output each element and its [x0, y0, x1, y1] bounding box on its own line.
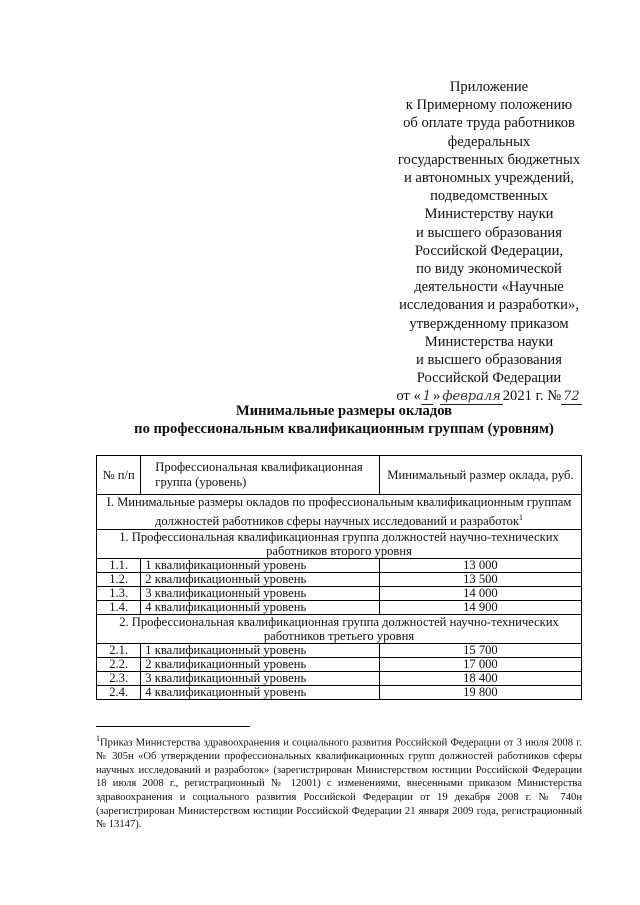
row-number: 1.3. [97, 587, 141, 601]
appendix-line: к Примерному положению [405, 97, 573, 114]
section-row [97, 495, 582, 530]
row-salary: 19 800 [379, 686, 581, 700]
appendix-header [380, 78, 598, 407]
table-row [97, 573, 582, 587]
footnote-ref: 1 [519, 513, 524, 522]
row-level: 4 квалификационный уровень [141, 601, 380, 615]
title-line-2: по профессиональным квалификационным группам (уровням) [134, 421, 554, 437]
appendix-line: Приложение [449, 79, 529, 95]
date-prefix: от « [396, 388, 421, 405]
table-row [97, 686, 582, 700]
table-row [97, 559, 582, 573]
row-number: 1.4. [97, 601, 141, 615]
row-number: 2.2. [97, 658, 141, 672]
appendix-line: и автономных учреждений, [403, 170, 575, 187]
appendix-line: государственных бюджетных [397, 151, 581, 168]
row-number: 2.3. [97, 672, 141, 686]
header-salary: Минимальный размер оклада, руб. [379, 456, 581, 495]
appendix-line: Российской Федерации, [414, 242, 564, 259]
handwritten-order-number: 72 [563, 389, 580, 405]
row-level: 3 квалификационный уровень [141, 672, 380, 686]
title-line-1: Минимальные размеры окладов [235, 403, 453, 419]
appendix-line: федеральных [447, 133, 531, 150]
appendix-line: подведомственных [430, 188, 548, 205]
footnote-text: Приказ Министерства здравоохранения и социального развития Российской Федерации от 3 июля 2008 г. № 305н «Об утверждении профессиональных квалификационных групп должностей работников сферы научных исследований и разработок» (зарегистрирован Министерством юстиции Российской Федерации 18 июля 2008 г., регистрационный № 12001) с изменениями, внесенными приказом Министерства здравоохранения и социального развития Российской Федерации от 19 декабря 2008 г. № 740н (зарегистрирован Министерством юстиции Российской Федерации 21 января 2009 года, регистрационный № 13147). [96, 737, 582, 831]
date-mid: » [433, 388, 441, 405]
row-level: 1 квалификационный уровень [141, 644, 380, 658]
row-level: 4 квалификационный уровень [141, 686, 380, 700]
row-salary: 13 500 [379, 573, 581, 587]
row-level: 1 квалификационный уровень [141, 559, 380, 573]
row-level: 2 квалификационный уровень [141, 658, 380, 672]
table-row [97, 672, 582, 686]
appendix-line: и высшего образования [416, 224, 562, 241]
section-cell [97, 495, 582, 530]
appendix-line: об оплате труда работников [403, 115, 575, 132]
row-number: 2.1. [97, 644, 141, 658]
row-salary: 15 700 [379, 644, 581, 658]
section-title: I. Минимальные размеры окладов по профессиональным квалификационным группам должностей работников сферы научных исследований и разработок [106, 495, 572, 529]
table-row [97, 658, 582, 672]
group-title: 1. Профессиональная квалификационная группа должностей научно-технических работников второго уровня [97, 530, 582, 559]
row-number: 1.1. [97, 559, 141, 573]
header-num: № п/п [97, 456, 141, 495]
row-salary: 18 400 [379, 672, 581, 686]
appendix-line: деятельности «Научные [414, 279, 564, 296]
appendix-line: и высшего образования [416, 352, 562, 369]
handwritten-day: 1 [422, 389, 432, 405]
group-title: 2. Профессиональная квалификационная группа должностей научно-технических работников третьего уровня [97, 615, 582, 644]
appendix-line: Министерства науки [424, 333, 554, 350]
row-salary: 17 000 [379, 658, 581, 672]
footnote-divider [96, 726, 250, 727]
row-level: 2 квалификационный уровень [141, 573, 380, 587]
footnote [96, 732, 582, 832]
row-level: 3 квалификационный уровень [141, 587, 380, 601]
row-number: 2.4. [97, 686, 141, 700]
row-salary: 14 000 [379, 587, 581, 601]
appendix-line: утвержденному приказом [409, 315, 569, 332]
header-group: Профессиональная квалификационная группа (уровень) [141, 456, 380, 495]
handwritten-month: февраля [442, 389, 501, 405]
group-header-row [97, 615, 582, 644]
table-row [97, 587, 582, 601]
date-year: 2021 г. № [502, 388, 562, 405]
table-row [97, 601, 582, 615]
appendix-line: Российской Федерации [416, 370, 562, 387]
appendix-line: по виду экономической [416, 261, 562, 278]
appendix-line: исследования и разработки», [399, 297, 579, 314]
appendix-line: Министерству науки [424, 206, 554, 223]
document-title [80, 402, 608, 438]
row-salary: 14 900 [379, 601, 581, 615]
table-header-row [97, 456, 582, 495]
row-salary: 13 000 [379, 559, 581, 573]
group-header-row [97, 530, 582, 559]
table-row [97, 644, 582, 658]
footnote-mark: 1 [96, 734, 100, 743]
row-number: 1.2. [97, 573, 141, 587]
salary-table [96, 455, 582, 700]
